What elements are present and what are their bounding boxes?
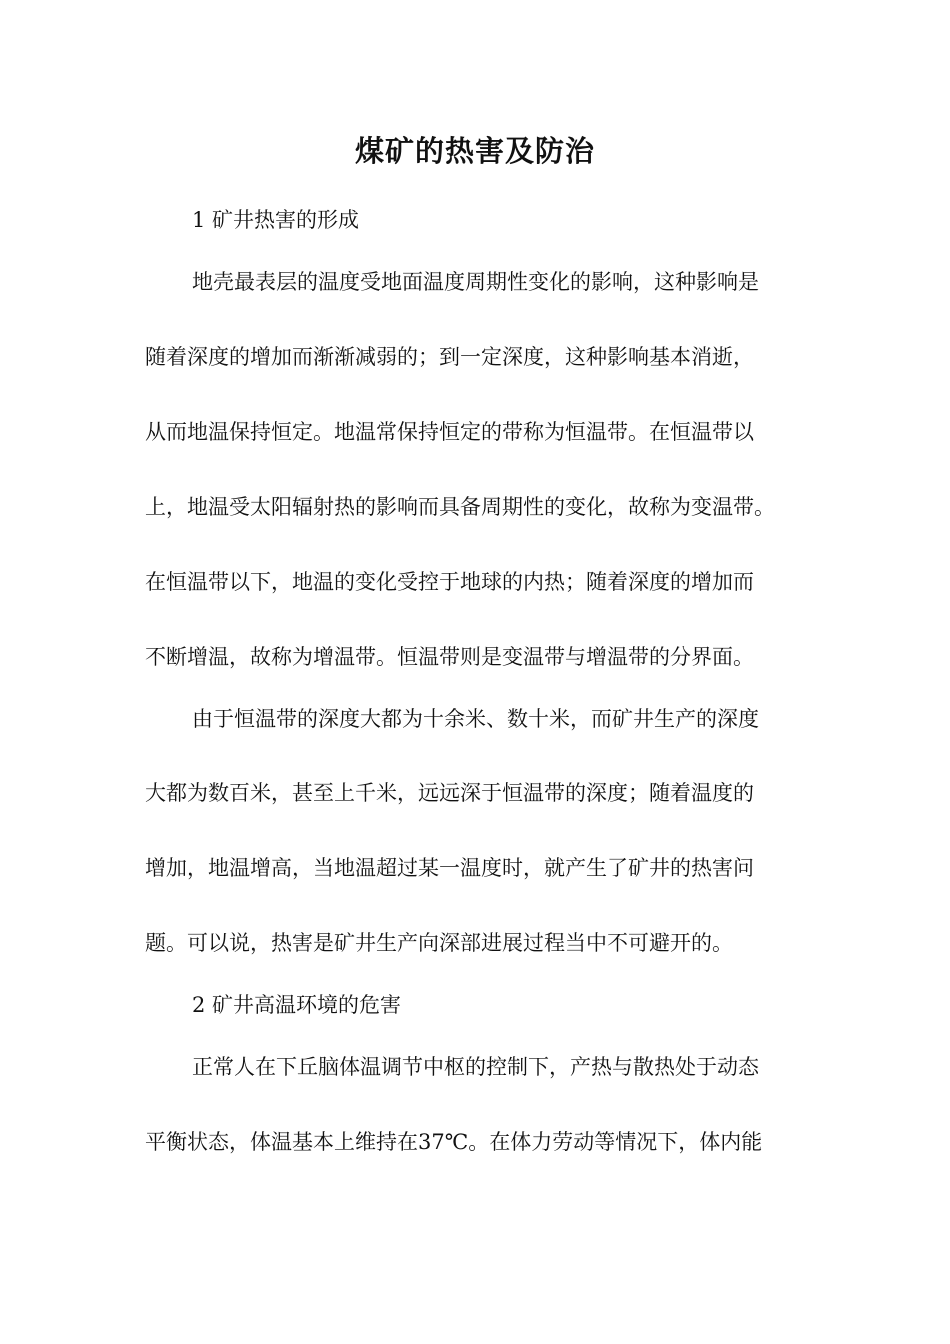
body-line: 平衡状态，体温基本上维持在37℃。在体力劳动等情况下，体内能 [145,1130,763,1154]
body-line: 上，地温受太阳辐射热的影响而具备周期性的变化，故称为变温带。 [145,495,775,519]
document-title: 煤矿的热害及防治 [354,134,595,168]
section-heading-1: 1 矿井热害的形成 [192,208,360,232]
body-line: 题。可以说，热害是矿井生产向深部进展过程当中不可避开的。 [145,931,733,955]
body-line: 从而地温保持恒定。地温常保持恒定的带称为恒温带。在恒温带以 [145,420,754,444]
body-line: 不断增温，故称为增温带。恒温带则是变温带与增温带的分界面。 [145,645,754,669]
body-line: 正常人在下丘脑体温调节中枢的控制下，产热与散热处于动态 [192,1055,759,1079]
body-line: 由于恒温带的深度大都为十余米、数十米，而矿井生产的深度 [192,707,759,731]
body-line: 随着深度的增加而渐渐减弱的；到一定深度，这种影响基本消逝， [145,345,754,369]
section-heading-2: 2 矿井高温环境的危害 [192,993,402,1017]
body-line: 地壳最表层的温度受地面温度周期性变化的影响，这种影响是 [192,270,759,294]
body-line: 在恒温带以下，地温的变化受控于地球的内热；随着深度的增加而 [145,570,754,594]
body-line: 大都为数百米，甚至上千米，远远深于恒温带的深度；随着温度的 [145,781,754,805]
body-line: 增加，地温增高，当地温超过某一温度时，就产生了矿井的热害问 [145,856,754,880]
